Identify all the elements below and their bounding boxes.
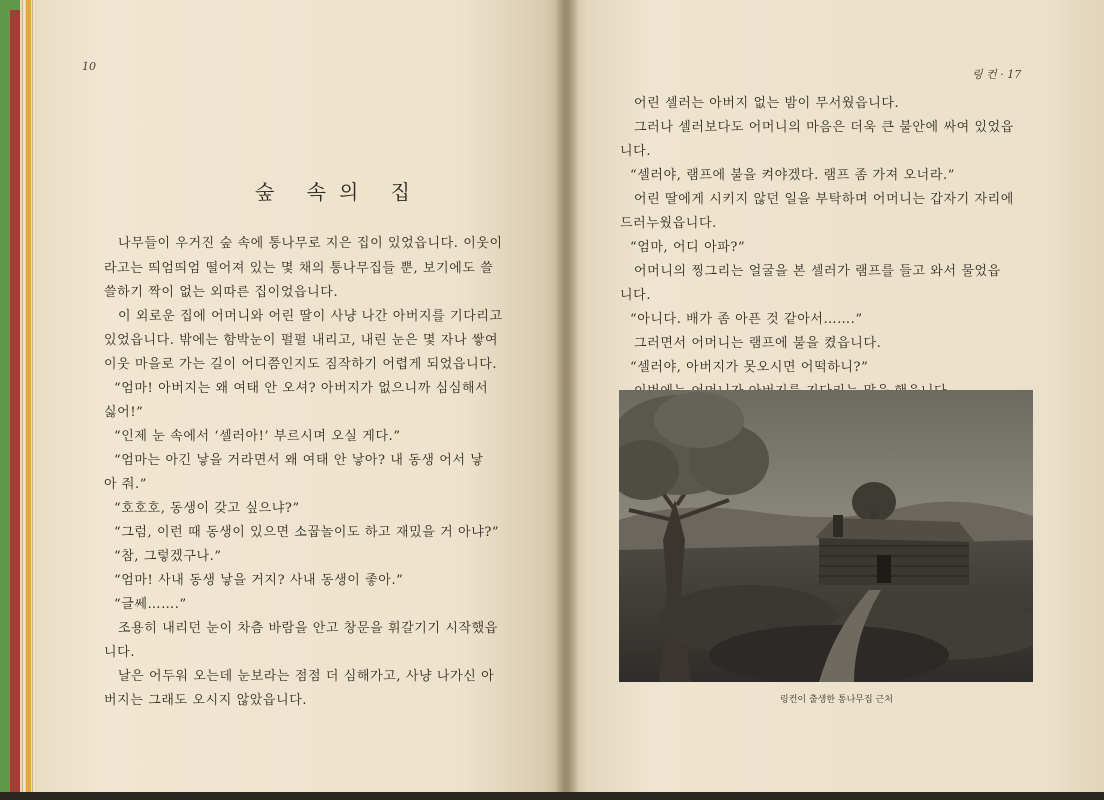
left-line: “엄마는 아긴 낳을 거라면서 왜 여태 안 낳아? 내 동생 어서 낳 bbox=[114, 453, 484, 468]
figure-caption: 링컨이 출생한 통나무집 근처 bbox=[780, 695, 893, 705]
left-line: 있었읍니다. 밖에는 함박눈이 펄펄 내리고, 내린 눈은 몇 자나 쌓여 bbox=[104, 333, 499, 348]
book-gutter bbox=[555, 0, 579, 792]
left-line: “호호호, 동생이 갖고 싶으냐?” bbox=[114, 501, 300, 516]
right-line: 니다. bbox=[620, 144, 652, 159]
left-line: “그럼, 이런 때 동생이 있으면 소꿉놀이도 하고 재밌을 거 아냐?” bbox=[114, 525, 500, 540]
left-line: “엄마! 아버지는 왜 여태 안 오셔? 아버지가 없으니까 심심해서 bbox=[114, 381, 489, 396]
left-line: 쓸하기 짝이 없는 외따른 집이었읍니다. bbox=[104, 285, 339, 300]
right-line: 니다. bbox=[620, 288, 652, 303]
left-page-number: 10 bbox=[82, 60, 96, 73]
left-line: 아 줘.” bbox=[104, 477, 148, 492]
left-line: 이 외로운 집에 어머니와 어린 딸이 사냥 나간 아버지를 기다리고 bbox=[118, 309, 503, 324]
left-line: “글쎄…….” bbox=[114, 597, 187, 612]
left-line: 버지는 그래도 오시지 않았읍니다. bbox=[104, 693, 308, 708]
left-line: 니다. bbox=[104, 645, 136, 660]
right-page-header: 링 컨 · 17 bbox=[972, 68, 1022, 81]
right-line: 그러면서 어머니는 램프에 불을 켰읍니다. bbox=[634, 336, 882, 351]
left-line: 나무들이 우거진 숲 속에 통나무로 지은 집이 있었읍니다. 이웃이 bbox=[118, 236, 503, 251]
left-line: 라고는 띄엄띄엄 떨어져 있는 몇 채의 통나무집들 뿐, 보기에도 쓸 bbox=[104, 261, 494, 276]
right-line: “셀러야, 램프에 불을 켜야겠다. 램프 좀 가져 오너라.” bbox=[630, 168, 955, 183]
left-line: 날은 어두워 오는데 눈보라는 점점 더 심해가고, 사냥 나가신 아 bbox=[118, 669, 495, 684]
left-line: “엄마! 사내 동생 낳을 거지? 사내 동생이 좋아.” bbox=[114, 573, 404, 588]
left-line: 이웃 마을로 가는 길이 어디쯤인지도 짐작하기 어렵게 되었읍니다. bbox=[104, 357, 498, 372]
left-line: 싫어!” bbox=[104, 405, 144, 420]
left-line: “인제 눈 속에서 ‘셀러아!’ 부르시며 오실 게다.” bbox=[114, 429, 401, 444]
right-line: 어머니의 찡그리는 얼굴을 본 셀러가 램프를 들고 와서 물었읍 bbox=[634, 264, 1001, 279]
book-bottom-shadow bbox=[0, 792, 1104, 800]
page-stack-tab bbox=[26, 0, 31, 800]
right-line: “셀러야, 아버지가 못오시면 어떡하니?” bbox=[630, 360, 869, 375]
left-line: 조용히 내리던 눈이 차츰 바람을 안고 창문을 휘갈기기 시작했읍 bbox=[118, 621, 498, 636]
right-line: 어린 셀러는 아버지 없는 밤이 무서웠읍니다. bbox=[634, 96, 900, 111]
left-line: “참, 그렇겠구나.” bbox=[114, 549, 222, 564]
right-line: 그러나 셀러보다도 어머니의 마음은 더욱 큰 불안에 싸여 있었읍 bbox=[634, 120, 1014, 135]
right-line: “엄마, 어디 아파?” bbox=[630, 240, 746, 255]
chapter-title: 숲 속의 집 bbox=[255, 180, 423, 204]
right-line: “아니다. 배가 좀 아픈 것 같아서…….” bbox=[630, 312, 863, 327]
log-cabin-photo bbox=[619, 390, 1033, 682]
right-line: 드러누웠읍니다. bbox=[620, 216, 717, 231]
right-line: 어린 딸에게 시키지 않던 일을 부탁하며 어머니는 갑자기 자리에 bbox=[634, 192, 1014, 207]
